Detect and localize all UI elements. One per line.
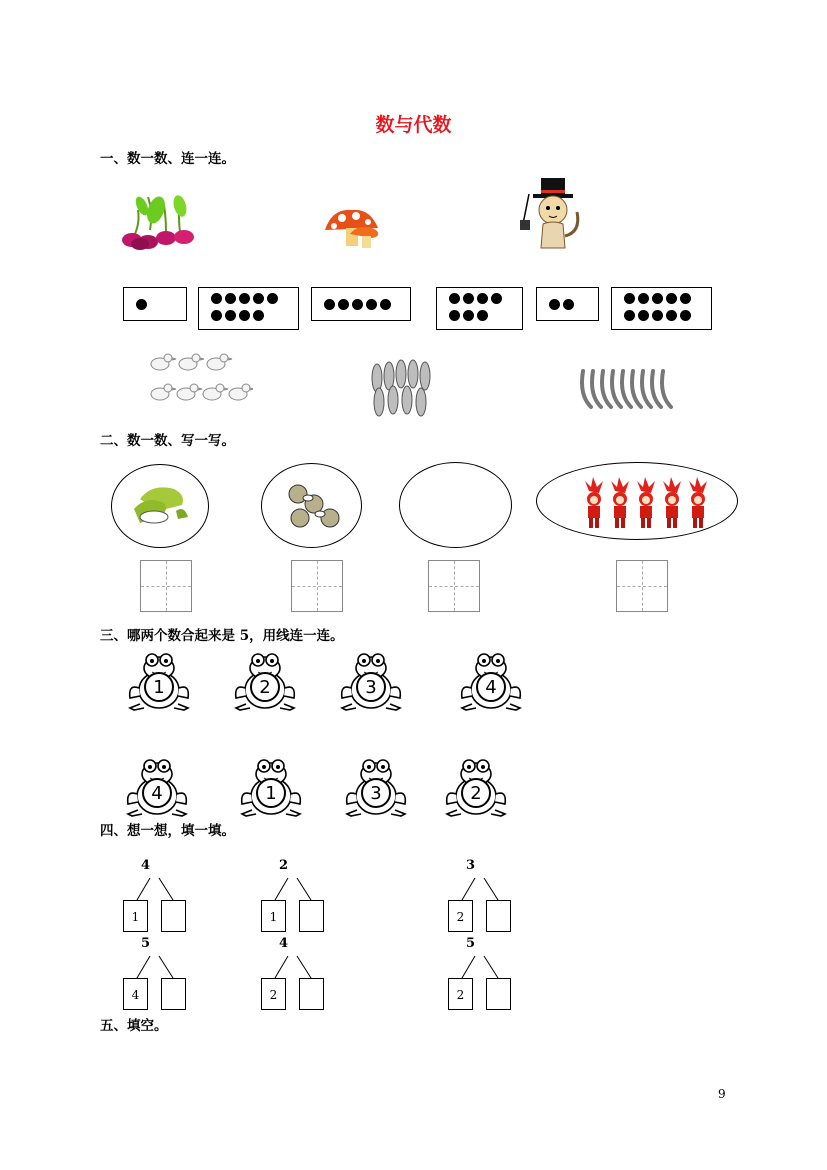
frog-number: 4 <box>142 778 172 808</box>
split-right-box[interactable] <box>161 978 186 1010</box>
writing-grid-2[interactable] <box>291 560 343 612</box>
dot <box>253 310 264 321</box>
cat-magician-picture <box>515 176 587 256</box>
frog-bottom[interactable] <box>443 758 509 818</box>
dot <box>463 293 474 304</box>
writing-grid-4[interactable] <box>616 560 668 612</box>
dot <box>638 293 649 304</box>
frog-top[interactable] <box>126 652 192 712</box>
dot <box>680 310 691 321</box>
dot <box>624 310 635 321</box>
dot <box>652 310 663 321</box>
dot-box[interactable] <box>536 287 599 321</box>
dot <box>491 293 502 304</box>
dot <box>211 293 222 304</box>
split-lines <box>448 876 512 902</box>
dot <box>666 293 677 304</box>
split-right-box[interactable] <box>299 900 324 932</box>
frog-number: 3 <box>361 778 391 808</box>
split-total: 2 <box>279 858 289 873</box>
split-lines <box>261 876 325 902</box>
split-right-box[interactable] <box>486 978 511 1010</box>
frog-number: 4 <box>476 672 506 702</box>
picture-ellipse-4 <box>536 462 738 540</box>
frog-top[interactable] <box>232 652 298 712</box>
dot <box>239 310 250 321</box>
dot <box>253 293 264 304</box>
split-right-box[interactable] <box>161 900 186 932</box>
split-total: 5 <box>466 936 476 951</box>
frog-top[interactable] <box>458 652 524 712</box>
dot-box[interactable] <box>611 287 712 330</box>
writing-grid-1[interactable] <box>140 560 192 612</box>
dot <box>324 299 335 310</box>
dot <box>380 299 391 310</box>
split-total: 4 <box>141 858 151 873</box>
frog-top[interactable] <box>338 652 404 712</box>
split-right-box[interactable] <box>299 978 324 1010</box>
dot <box>267 293 278 304</box>
dot-box[interactable] <box>198 287 299 330</box>
split-left-box[interactable]: 4 <box>123 978 148 1010</box>
frog-number: 1 <box>144 672 174 702</box>
page-title: 数与代数 <box>375 114 452 136</box>
dot <box>449 293 460 304</box>
empty-ellipse <box>399 462 512 548</box>
dot <box>638 310 649 321</box>
split-right-box[interactable] <box>486 900 511 932</box>
section-4-heading: 四、想一想，填一填。 <box>100 823 235 839</box>
dot <box>352 299 363 310</box>
dot <box>549 299 560 310</box>
frog-bottom[interactable] <box>238 758 304 818</box>
dot-box[interactable] <box>123 287 187 321</box>
writing-grid-3[interactable] <box>428 560 480 612</box>
cherries-picture <box>118 192 203 252</box>
dot <box>463 310 474 321</box>
split-left-box[interactable]: 1 <box>123 900 148 932</box>
dot <box>211 310 222 321</box>
split-left-box[interactable]: 2 <box>448 978 473 1010</box>
dot <box>477 310 488 321</box>
dot <box>666 310 677 321</box>
split-total: 3 <box>466 858 476 873</box>
dot <box>225 310 236 321</box>
dot <box>366 299 377 310</box>
page-number: 9 <box>718 1087 726 1101</box>
section-3-heading: 三、哪两个数合起来是 5，用线连一连。 <box>100 628 344 644</box>
dot <box>136 299 147 310</box>
frog-number: 3 <box>356 672 386 702</box>
corn-picture <box>365 358 440 420</box>
mushrooms-picture <box>320 200 385 252</box>
brown-mushrooms-picture <box>262 464 361 547</box>
dot <box>338 299 349 310</box>
dot <box>624 293 635 304</box>
dot <box>239 293 250 304</box>
split-lines <box>123 876 187 902</box>
dot <box>680 293 691 304</box>
split-total: 5 <box>141 936 151 951</box>
bananas-picture <box>575 365 685 413</box>
frog-bottom[interactable] <box>343 758 409 818</box>
picture-ellipse-2 <box>261 463 362 548</box>
section-1-heading: 一、数一数、连一连。 <box>100 151 235 167</box>
dot <box>477 293 488 304</box>
dot <box>225 293 236 304</box>
frog-bottom[interactable] <box>124 758 190 818</box>
dot-box[interactable] <box>436 287 523 330</box>
dot <box>449 310 460 321</box>
dot-box[interactable] <box>311 287 411 321</box>
split-left-box[interactable]: 2 <box>261 978 286 1010</box>
chicks-picture <box>148 350 253 412</box>
green-mushrooms-picture <box>112 465 208 547</box>
picture-ellipse-1 <box>111 464 209 548</box>
frog-number: 2 <box>461 778 491 808</box>
section-5-heading: 五、填空。 <box>100 1018 168 1034</box>
dot <box>563 299 574 310</box>
frog-number: 1 <box>256 778 286 808</box>
section-2-heading: 二、数一数、写一写。 <box>100 433 235 449</box>
split-left-box[interactable]: 1 <box>261 900 286 932</box>
split-left-box[interactable]: 2 <box>448 900 473 932</box>
split-lines <box>261 954 325 980</box>
frog-number: 2 <box>250 672 280 702</box>
dot <box>652 293 663 304</box>
mascots-picture <box>537 463 737 539</box>
split-lines <box>448 954 512 980</box>
split-lines <box>123 954 187 980</box>
split-total: 4 <box>279 936 289 951</box>
